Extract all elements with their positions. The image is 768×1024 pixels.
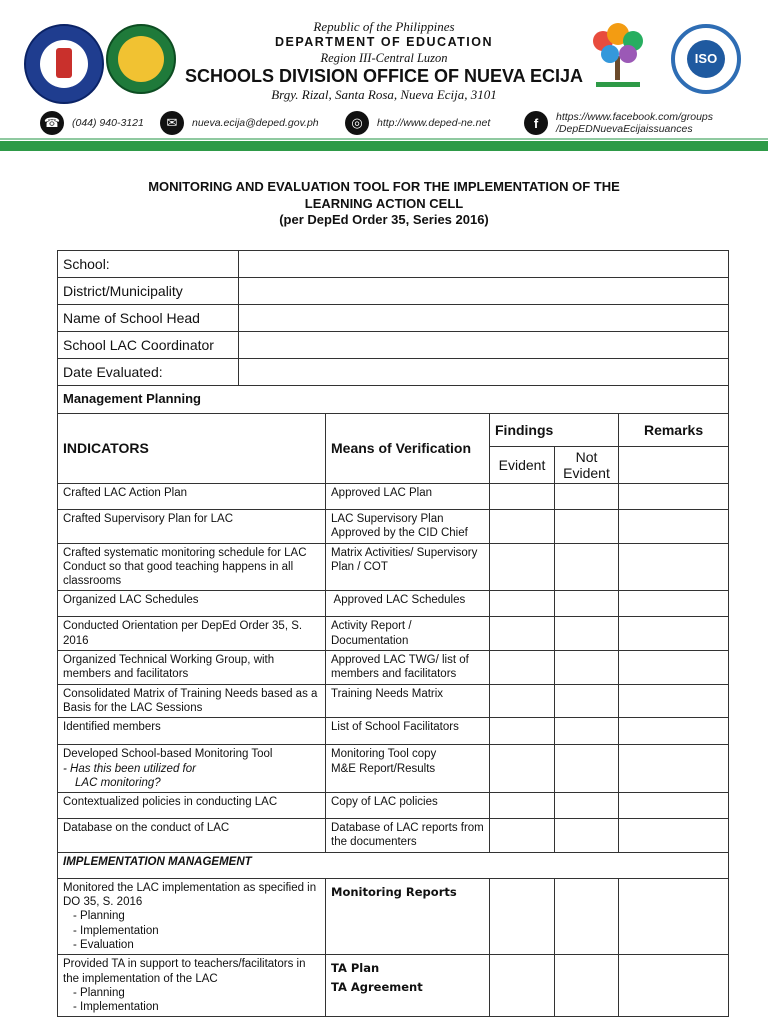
remarks-cell[interactable] — [619, 745, 729, 793]
indicator-note-2: LAC monitoring? — [75, 776, 161, 789]
evident-cell[interactable] — [490, 510, 555, 544]
col-remarks: Remarks — [619, 414, 729, 447]
info-row — [58, 359, 729, 386]
mov-text: Monitoring Tool copy — [331, 748, 437, 761]
not-evident-cell[interactable] — [555, 651, 619, 685]
info-label: School LAC Coordinator — [58, 332, 239, 359]
department-line: DEPARTMENT OF EDUCATION — [274, 35, 494, 49]
evident-cell[interactable] — [490, 684, 555, 718]
col-findings: Findings — [490, 414, 619, 447]
mov-cell: Matrix Activities/ Supervisory Plan / COT — [326, 543, 490, 591]
indicator-cell: Crafted Supervisory Plan for LAC — [58, 510, 326, 544]
indicator-note: - Has this been utilized for — [63, 762, 196, 775]
email-text: nueva.ecija@deped.gov.ph — [192, 117, 319, 129]
section-management-planning: Management Planning — [58, 386, 729, 414]
section-implementation-management: IMPLEMENTATION MANAGEMENT — [58, 852, 729, 878]
mov-cell: Activity Report / Documentation — [326, 617, 490, 651]
table-row — [58, 484, 729, 510]
indicator-cell: Organized LAC Schedules — [58, 591, 326, 617]
region-line: Region III-Central Luzon — [320, 51, 448, 65]
col-indicators: INDICATORS — [58, 414, 326, 484]
info-value-field[interactable] — [239, 332, 729, 359]
phone-text: (044) 940-3121 — [72, 117, 144, 129]
mov-cell: Approved LAC Plan — [326, 484, 490, 510]
office-address: Brgy. Rizal, Santa Rosa, Nueva Ecija, 3101 — [271, 87, 497, 102]
mov-cell: Approved LAC Schedules — [326, 591, 490, 617]
evident-cell[interactable] — [490, 591, 555, 617]
table-row — [58, 718, 729, 745]
office-name: SCHOOLS DIVISION OFFICE OF NUEVA ECIJA — [184, 66, 584, 86]
globe-icon: ◎ — [345, 111, 369, 135]
remarks-cell[interactable] — [619, 878, 729, 954]
indicator-cell — [58, 878, 326, 954]
republic-line: Republic of the Philippines — [313, 19, 455, 34]
indicator-subitem: - Planning — [73, 986, 125, 999]
not-evident-cell[interactable] — [555, 484, 619, 510]
not-evident-cell[interactable] — [555, 745, 619, 793]
letterhead — [0, 0, 768, 150]
remarks-cell[interactable] — [619, 819, 729, 853]
info-value-field[interactable] — [239, 305, 729, 332]
indicator-cell: Crafted systematic monitoring schedule for LAC Conduct so that good teaching happens in all classrooms — [58, 543, 326, 591]
not-evident-cell[interactable] — [555, 591, 619, 617]
indicator-cell: Crafted LAC Action Plan — [58, 484, 326, 510]
evident-cell[interactable] — [490, 819, 555, 853]
info-row — [58, 305, 729, 332]
mov-cell: LAC Supervisory Plan Approved by the CID Chief — [326, 510, 490, 544]
phone-icon: ☎ — [40, 111, 64, 135]
title-line-1: MONITORING AND EVALUATION TOOL FOR THE IMPLEMENTATION OF THE — [148, 179, 620, 194]
indicator-cell: Conducted Orientation per DepEd Order 35, S. 2016 — [58, 617, 326, 651]
evident-cell[interactable] — [490, 617, 555, 651]
info-label: School: — [58, 251, 239, 278]
evident-cell[interactable] — [490, 793, 555, 819]
evident-cell[interactable] — [490, 878, 555, 954]
table-row — [58, 955, 729, 1017]
header-green-bar — [0, 141, 768, 151]
facebook-text-2: /DepEDNuevaEcijaissuances — [556, 123, 693, 135]
indicator-text: Monitored the LAC implementation as specified in DO 35, S. 2016 — [63, 881, 317, 909]
mov-text: TA Plan — [331, 961, 380, 976]
info-value-field[interactable] — [239, 359, 729, 386]
table-row — [58, 591, 729, 617]
info-label: Date Evaluated: — [58, 359, 239, 386]
info-row — [58, 332, 729, 359]
not-evident-cell[interactable] — [555, 718, 619, 745]
indicator-text: Provided TA in support to teachers/facilitators in the implementation of the LAC — [63, 958, 306, 985]
evident-cell[interactable] — [490, 745, 555, 793]
mov-text: Monitoring Reports — [331, 884, 457, 899]
not-evident-cell[interactable] — [555, 510, 619, 544]
col-evident: Evident — [490, 447, 555, 484]
remarks-cell[interactable] — [619, 484, 729, 510]
mov-text-2: M&E Report/Results — [331, 762, 436, 775]
contact-email — [160, 110, 319, 136]
table-row — [58, 543, 729, 591]
table-row — [58, 510, 729, 544]
mov-text-2: TA Agreement — [331, 979, 423, 994]
iso-label: ISO — [687, 40, 725, 78]
evident-cell[interactable] — [490, 543, 555, 591]
mov-cell: Training Needs Matrix — [326, 684, 490, 718]
indicator-subitem: - Planning — [73, 910, 125, 923]
not-evident-cell[interactable] — [555, 878, 619, 954]
indicator-cell: Organized Technical Working Group, with members and facilitators — [58, 651, 326, 685]
facebook-icon: f — [524, 111, 548, 135]
email-icon: ✉ — [160, 111, 184, 135]
mov-cell: List of School Facilitators — [326, 718, 490, 745]
table-row — [58, 745, 729, 793]
mov-cell: Database of LAC reports from the documenters — [326, 819, 490, 853]
table-row — [58, 684, 729, 718]
remarks-cell[interactable] — [619, 955, 729, 1017]
remarks-cell[interactable] — [619, 543, 729, 591]
indicator-cell: Identified members — [58, 718, 326, 745]
info-label: District/Municipality — [58, 278, 239, 305]
indicator-text: Developed School-based Monitoring Tool — [63, 748, 273, 761]
indicator-cell: Consolidated Matrix of Training Needs based as a Basis for the LAC Sessions — [58, 684, 326, 718]
remarks-cell[interactable] — [619, 718, 729, 745]
remarks-cell[interactable] — [619, 591, 729, 617]
col-not-evident: Not Evident — [555, 447, 619, 484]
mov-cell — [326, 745, 490, 793]
evident-cell[interactable] — [490, 718, 555, 745]
indicator-subitem: - Implementation — [73, 1001, 159, 1014]
indicator-cell — [58, 745, 326, 793]
not-evident-cell[interactable] — [555, 684, 619, 718]
evident-cell[interactable] — [490, 484, 555, 510]
remarks-cell[interactable] — [619, 651, 729, 685]
info-row — [58, 278, 729, 305]
mov-cell — [326, 878, 490, 954]
website-text: http://www.deped-ne.net — [377, 117, 491, 129]
remarks-cell[interactable] — [619, 684, 729, 718]
not-evident-cell[interactable] — [555, 543, 619, 591]
remarks-cell[interactable] — [619, 617, 729, 651]
evident-cell[interactable] — [490, 955, 555, 1017]
not-evident-cell[interactable] — [555, 819, 619, 853]
remarks-cell[interactable] — [619, 793, 729, 819]
not-evident-cell[interactable] — [555, 955, 619, 1017]
table-row — [58, 878, 729, 954]
table-row — [58, 617, 729, 651]
evaluation-table — [57, 250, 729, 1017]
table-row — [58, 651, 729, 685]
indicator-cell — [58, 955, 326, 1017]
table-row — [58, 819, 729, 853]
not-evident-cell[interactable] — [555, 617, 619, 651]
info-row — [58, 251, 729, 278]
indicator-cell: Contextualized policies in conducting LAC — [58, 793, 326, 819]
contact-facebook — [524, 108, 713, 138]
evident-cell[interactable] — [490, 651, 555, 685]
title-line-2: LEARNING ACTION CELL — [304, 195, 464, 211]
info-value-field[interactable] — [239, 278, 729, 305]
table-row — [58, 793, 729, 819]
contact-website — [345, 110, 490, 136]
info-label: Name of School Head — [58, 305, 239, 332]
info-value-field[interactable] — [239, 251, 729, 278]
contact-phone — [40, 110, 144, 136]
col-mov: Means of Verification — [326, 414, 490, 484]
greater-heights-tree-icon — [578, 16, 658, 96]
division-seal-icon — [106, 24, 176, 94]
remarks-cell[interactable] — [619, 510, 729, 544]
remarks-subheader-cell — [619, 447, 729, 484]
not-evident-cell[interactable] — [555, 793, 619, 819]
facebook-text-1: https://www.facebook.com/groups — [556, 111, 713, 123]
mov-cell: Copy of LAC policies — [326, 793, 490, 819]
indicator-subitem: - Implementation — [73, 924, 159, 937]
mov-cell — [326, 955, 490, 1017]
deped-seal-icon — [24, 24, 104, 104]
title-line-3: (per DepEd Order 35, Series 2016) — [279, 212, 489, 227]
iso-certified-badge — [671, 24, 741, 94]
indicator-cell: Database on the conduct of LAC — [58, 819, 326, 853]
document-title — [60, 179, 708, 229]
indicator-subitem: - Evaluation — [73, 938, 134, 951]
mov-cell: Approved LAC TWG/ list of members and facilitators — [326, 651, 490, 685]
